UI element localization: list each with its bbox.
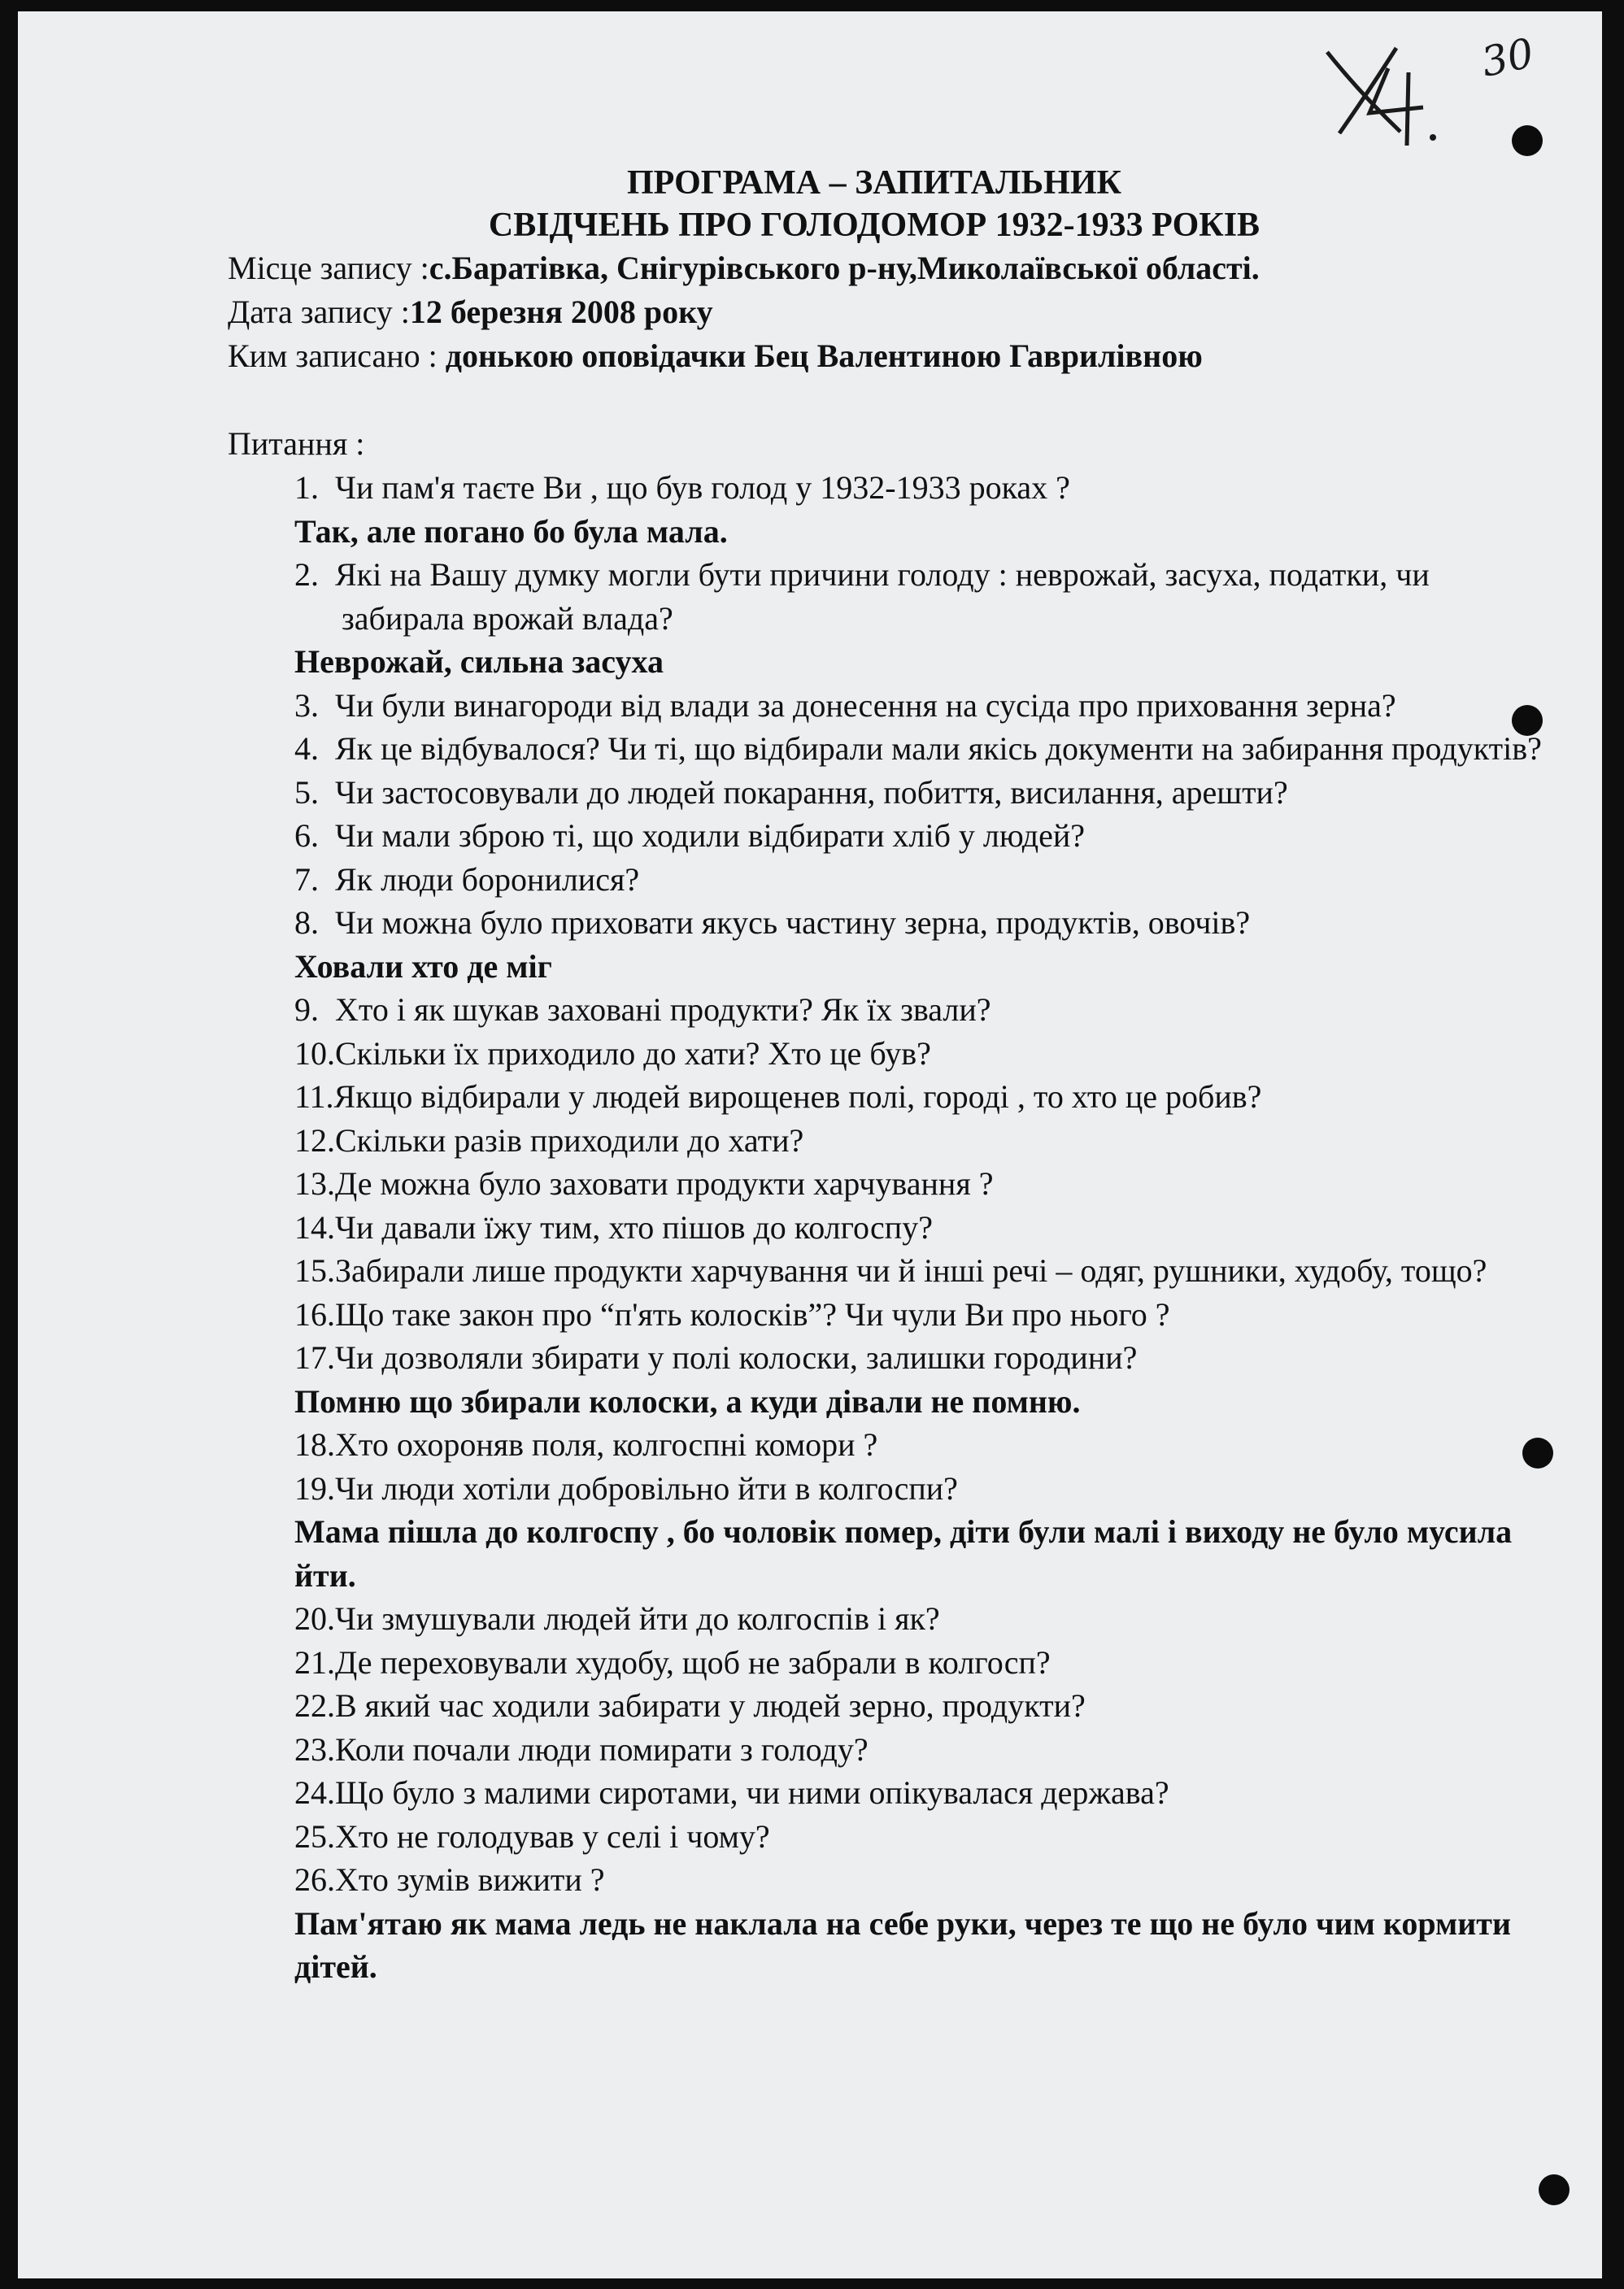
answer-text: Ховали хто де міг xyxy=(294,947,552,985)
meta-recorder xyxy=(228,334,1529,378)
question-item xyxy=(228,1293,1545,1337)
question-number: 17. xyxy=(294,1339,335,1376)
question-text: Які на Вашу думку могли бути причини голоду : неврожай, засуха, податки, чи забирала врожай влада? xyxy=(335,556,1430,637)
question-text: Чи застосовували до людей покарання, побиття, висилання, арешти? xyxy=(335,773,1288,811)
question-item xyxy=(228,901,1545,945)
question-number: 5. xyxy=(294,773,319,811)
question-list xyxy=(228,466,1542,1989)
question-text: Як це відбувалося? Чи ті, що відбирали мали якісь документи на забирання продуктів? xyxy=(335,730,1542,767)
question-number: 20. xyxy=(294,1600,335,1637)
document-body xyxy=(228,162,1542,1989)
question-text: Якщо відбирали у людей вирощенев полі, городі , то хто це робив? xyxy=(333,1078,1262,1115)
question-number: 21. xyxy=(294,1643,335,1681)
meta-recorder-value: донькою оповідачки Бец Валентиною Гаврилівною xyxy=(445,337,1203,374)
question-text: Скільки разів приходили до хати? xyxy=(335,1121,804,1159)
question-text: Що таке закон про “п'ять колосків”? Чи чули Ви про нього ? xyxy=(335,1295,1170,1333)
meta-date-label: Дата запису : xyxy=(228,294,410,330)
meta-place xyxy=(228,246,1529,290)
question-number: 12. xyxy=(294,1121,335,1159)
question-number: 19. xyxy=(294,1469,335,1507)
question-item xyxy=(228,988,1545,1032)
question-item xyxy=(228,1728,1545,1772)
question-item xyxy=(228,814,1545,858)
question-number: 14. xyxy=(294,1208,335,1246)
question-number: 6. xyxy=(294,817,319,854)
question-item xyxy=(228,1206,1545,1250)
question-number: 10. xyxy=(294,1034,335,1072)
handwritten-corner-mark xyxy=(1311,36,1449,150)
question-number: 22. xyxy=(294,1687,335,1724)
answer-text: Неврожай, сильна засуха xyxy=(294,643,664,680)
meta-date xyxy=(228,290,1529,334)
question-number: 26. xyxy=(294,1861,335,1898)
document-page xyxy=(18,11,1602,2278)
meta-recorder-label: Ким записано : xyxy=(228,337,446,374)
question-text: В який час ходили забирати у людей зерно, продукти? xyxy=(335,1687,1086,1724)
question-text: Чи мали зброю ті, що ходили відбирати хліб у людей? xyxy=(335,817,1086,854)
question-item xyxy=(228,858,1545,902)
answer-text: Так, але погано бо була мала. xyxy=(294,512,728,550)
question-text: Скільки їх приходило до хати? Хто це був? xyxy=(335,1034,931,1072)
question-text: Де переховували худобу, щоб не забрали в колгосп? xyxy=(335,1643,1051,1681)
answer-text: Мама пішла до колгоспу , бо чоловік помер, діти були малі і виходу не було мусила йти. xyxy=(294,1513,1513,1594)
question-text: Коли почали люди помирати з голоду? xyxy=(335,1730,869,1768)
question-item xyxy=(228,1336,1545,1380)
question-number: 18. xyxy=(294,1426,335,1463)
punch-hole-1 xyxy=(1512,125,1543,156)
question-item xyxy=(228,1119,1545,1163)
question-item xyxy=(228,1771,1545,1815)
question-text: Де можна було заховати продукти харчування ? xyxy=(335,1165,994,1202)
punch-hole-4 xyxy=(1539,2174,1570,2205)
question-text: Чи можна було приховати якусь частину зерна, продуктів, овочів? xyxy=(335,904,1251,941)
question-item xyxy=(228,466,1545,510)
question-number: 25. xyxy=(294,1817,335,1855)
question-item xyxy=(228,1684,1545,1728)
question-text: Чи були винагороди від влади за донесення на сусіда про приховання зерна? xyxy=(335,686,1396,724)
title-line-2: СВІДЧЕНЬ ПРО ГОЛОДОМОР 1932-1933 РОКІВ xyxy=(488,207,1260,244)
question-number: 16. xyxy=(294,1295,335,1333)
question-item xyxy=(228,1162,1545,1206)
question-item xyxy=(228,1032,1545,1076)
meta-place-label: Місце запису : xyxy=(228,250,429,286)
question-text: Чи змушували людей йти до колгоспів і як? xyxy=(335,1600,940,1637)
question-text: Чи люди хотіли добровільно йти в колгоспи? xyxy=(335,1469,958,1507)
question-number: 15. xyxy=(294,1252,335,1289)
question-number: 7. xyxy=(294,860,319,898)
question-item xyxy=(228,1075,1545,1119)
question-item xyxy=(228,1467,1545,1511)
question-item xyxy=(228,553,1545,640)
question-text: Чи пам'я таєте Ви , що був голод у 1932-1933 роках ? xyxy=(335,469,1070,506)
question-number: 23. xyxy=(294,1730,335,1768)
question-item xyxy=(228,1423,1545,1467)
question-number: 4. xyxy=(294,730,319,767)
section-label: Питання : xyxy=(228,425,365,462)
question-text: Чи дозволяли збирати у полі колоски, залишки городини? xyxy=(335,1339,1138,1376)
question-text: Хто охороняв поля, колгоспні комори ? xyxy=(335,1426,878,1463)
question-text: Хто і як шукав заховані продукти? Як їх звали? xyxy=(335,991,991,1028)
question-item xyxy=(228,684,1545,728)
question-item xyxy=(228,1641,1545,1685)
question-number: 1. xyxy=(294,469,319,506)
question-text: Забирали лише продукти харчування чи й інші речі – одяг, рушники, худобу, тощо? xyxy=(335,1252,1487,1289)
question-text: Як люди боронилися? xyxy=(335,860,640,898)
question-text: Хто зумів вижити ? xyxy=(335,1861,605,1898)
meta-place-value: с.Баратівка, Снігурівського р-ну,Миколаївської області. xyxy=(429,250,1260,286)
question-item xyxy=(228,727,1545,771)
question-item xyxy=(228,1249,1545,1293)
question-number: 8. xyxy=(294,904,319,941)
question-number: 24. xyxy=(294,1774,335,1811)
question-number: 11. xyxy=(294,1078,334,1115)
question-item xyxy=(228,1815,1545,1859)
question-item xyxy=(228,1858,1545,1902)
question-text: Чи давали їжу тим, хто пішов до колгоспу? xyxy=(335,1208,933,1246)
question-number: 3. xyxy=(294,686,319,724)
answer-text: Пам'ятаю як мама ледь не наклала на себе руки, через те що не було чим кормити дітей. xyxy=(294,1904,1511,1985)
question-item xyxy=(228,771,1545,815)
answer-text: Помню що збирали колоски, а куди дівали не помню. xyxy=(294,1382,1081,1420)
handwritten-page-number: 30 xyxy=(1477,29,1538,86)
question-item xyxy=(228,1597,1545,1641)
meta-date-value: 12 березня 2008 року xyxy=(409,294,713,330)
question-text: Хто не голодував у селі і чому? xyxy=(335,1817,770,1855)
question-number: 2. xyxy=(294,556,319,593)
title-line-1: ПРОГРАМА – ЗАПИТАЛЬНИК xyxy=(627,164,1121,202)
question-number: 9. xyxy=(294,991,319,1028)
question-number: 13. xyxy=(294,1165,335,1202)
question-text: Що було з малими сиротами, чи ними опікувалася держава? xyxy=(335,1774,1169,1811)
